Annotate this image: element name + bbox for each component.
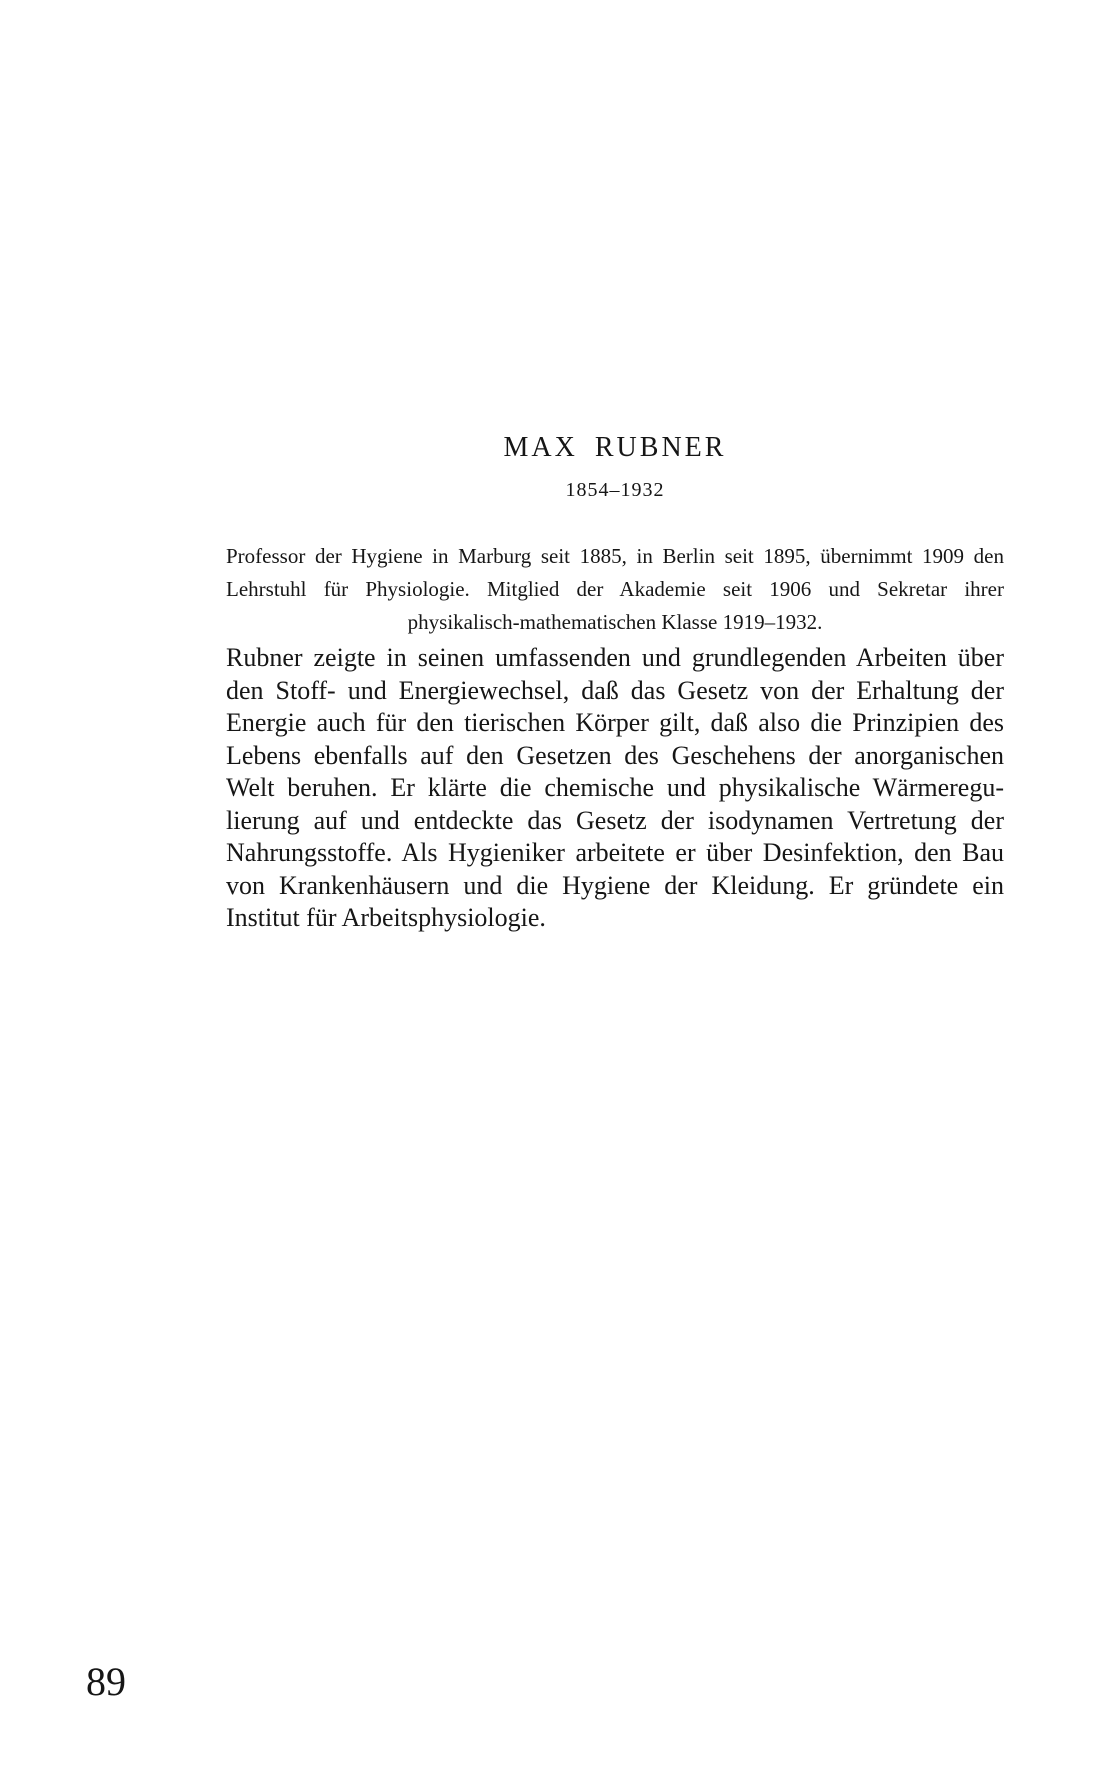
bio-paragraph [226,540,1004,639]
paragraph-line: Nahrungsstoffe. Als Hygieniker arbeitete er über Desinfektion, den Bau [226,838,1004,867]
paragraph-line: von Krankenhäusern und die Hygiene der Kleidung. Er gründete ein [226,870,1004,900]
page-title: MAX RUBNER [503,432,727,463]
paragraph-line: Lebens ebenfalls auf den Gesetzen des Geschehens der anorganischen [226,740,1004,770]
paragraph-line: Institut für Arbeitsphysiologie. [226,903,546,932]
page-number: 89 [86,1659,126,1704]
life-dates: 1854–1932 [565,479,665,501]
bio-line: physikalisch-mathematischen Klasse 1919–1932. [407,610,823,634]
paragraph-line: den Stoff- und Energiewechsel, daß das Gesetz von der Erhaltung der [226,675,1004,705]
paragraph-line: Rubner zeigte in seinen umfassenden und grundlegenden Arbeiten über [226,643,1004,672]
paragraph-line: Welt beruhen. Er klärte die chemische und physikalische Wärmeregu- [226,773,1004,802]
text-column [226,432,1004,935]
bio-line: Professor der Hygiene in Marburg seit 1885, in Berlin seit 1895, übernimmt 1909 den [226,544,1004,568]
bio-line: Lehrstuhl für Physiologie. Mitglied der Akademie seit 1906 und Sekretar ihrer [226,577,1004,601]
main-paragraph [226,642,1004,935]
paragraph-line: lierung auf und entdeckte das Gesetz der isodynamen Vertretung der [226,805,1004,835]
paragraph-line: Energie auch für den tierischen Körper gilt, daß also die Prinzipien des [226,708,1004,737]
